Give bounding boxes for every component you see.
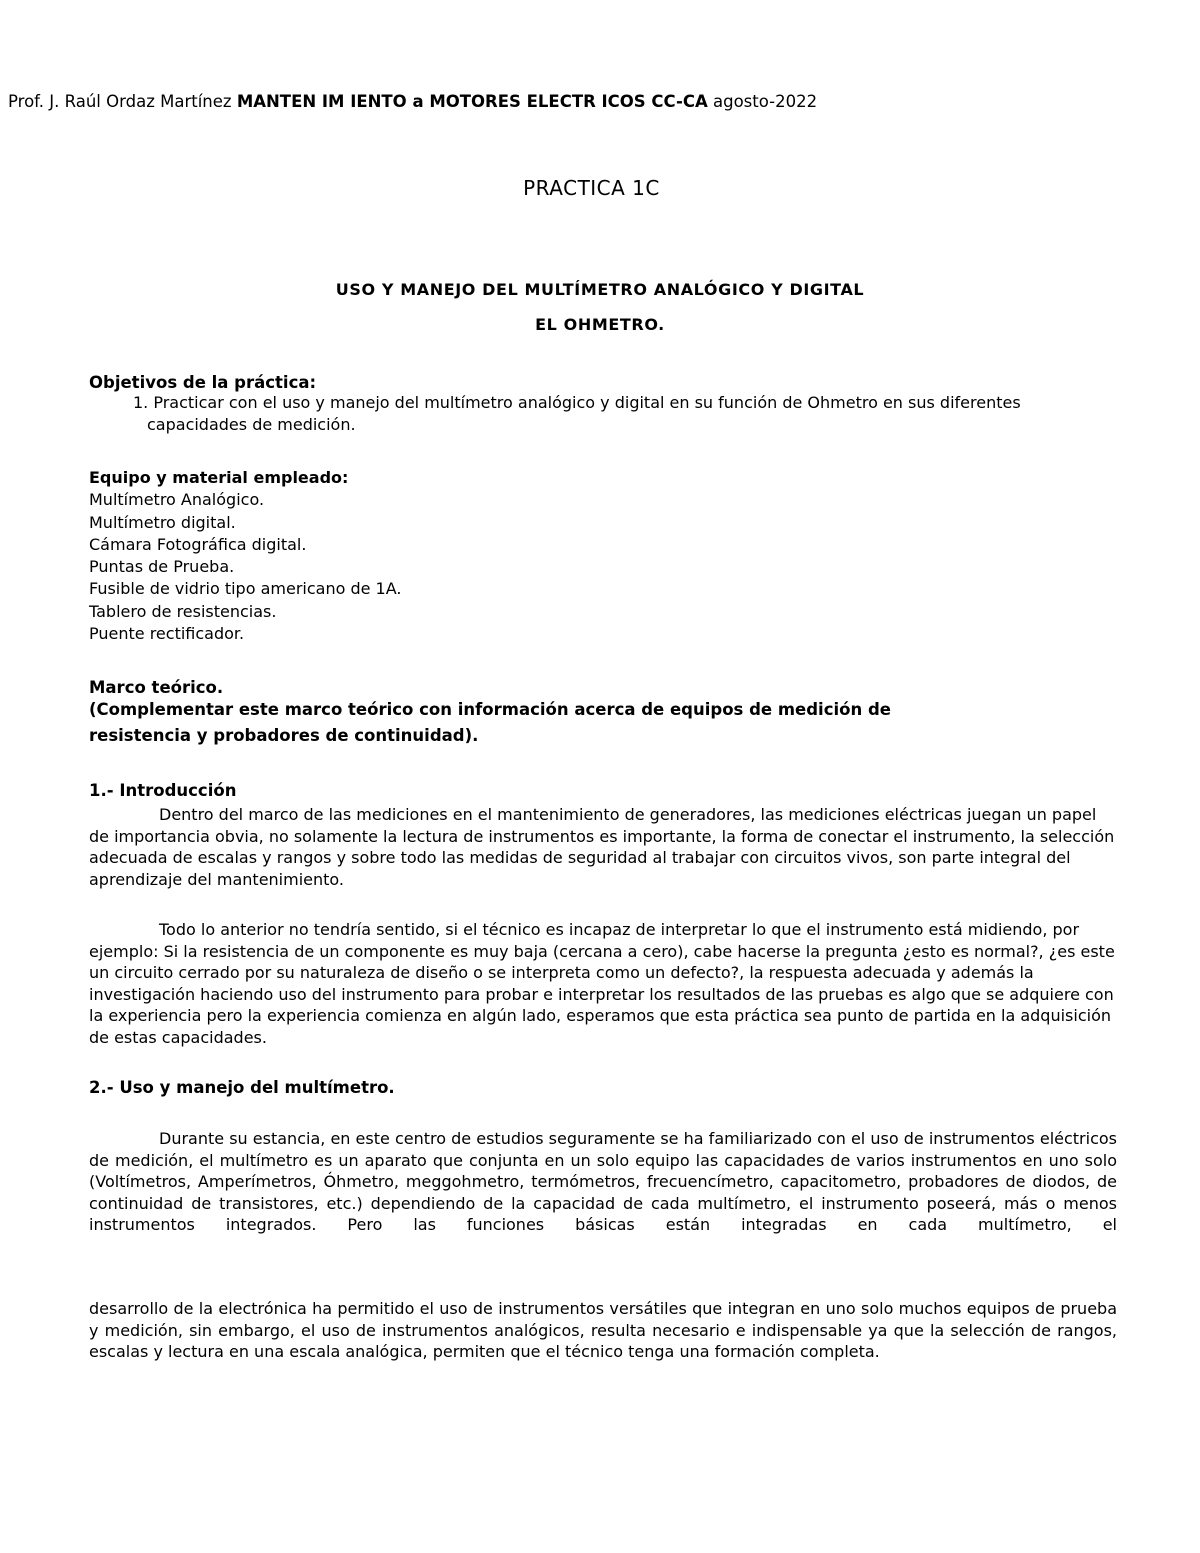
equipment-item: Tablero de resistencias. (89, 601, 277, 621)
intro-heading: 1.- Introducción (89, 781, 237, 800)
usage-paragraph-second: desarrollo de la electrónica ha permitido el uso de instrumentos versátiles que integran en uno solo muchos equipos de prueba y medición, sin embargo, el uso de instrumentos analógicos, resulta necesario e indispensable ya que la selección de rangos, escalas y lectura en una escala analógica, permiten que el técnico tenga una formación completa. (89, 1299, 1117, 1361)
equipment-section (89, 467, 1129, 645)
intro-paragraph-second: Todo lo anterior no tendría sentido, si el técnico es incapaz de interpretar lo que el instrumento está midiendo, por ejemplo: Si la resistencia de un componente es muy baja (cercana a cero), cabe hacerse la pregunta ¿esto es normal?, ¿es este un circuito cerrado por su naturaleza de diseño o se interpreta como un defecto?, la respuesta adecuada y además la investigación haciendo uso del instrumento para probar e interpretar los resultados de las pruebas es algo que se adquiere con la experiencia pero la experiencia comienza en algún lado, esperamos que esta práctica sea punto de partida en la adquisición de estas capacidades. (89, 920, 1115, 1047)
header-course: MANTEN IM IENTO a MOTORES ELECTR ICOS CC-CA (236, 92, 708, 111)
intro-paragraph: Dentro del marco de las mediciones en el mantenimiento de generadores, las mediciones eléctricas juegan un papel de importancia obvia, no solamente la lectura de instrumentos es importante, la forma de conectar el instrumento, la selección adecuada de escalas y rangos y sobre todo las medidas de seguridad al trabajar con circuitos vivos, son parte integral del aprendizaje del mantenimiento. (89, 805, 1115, 889)
objectives-heading: Objetivos de la práctica: (89, 373, 317, 392)
equipment-item: Puntas de Prueba. (89, 557, 235, 577)
theory-heading: Marco teórico. (89, 678, 224, 697)
header-author: Prof. J. Raúl Ordaz Martínez (8, 92, 237, 111)
theory-section (89, 678, 1129, 749)
equipment-item: Puente rectificador. (89, 624, 245, 644)
objective-item: 1. Practicar con el uso y manejo del multímetro analógico y digital en su función de Ohmetro en sus diferentes capacidades de medición. (133, 393, 1021, 434)
equipment-item: Multímetro Analógico. (89, 490, 265, 510)
theory-note: (Complementar este marco teórico con información acerca de equipos de medición de resistencia y probadores de continuidad). (89, 700, 891, 745)
objectives-section (89, 373, 1129, 435)
equipment-heading: Equipo y material empleado: (89, 468, 349, 487)
header-date: agosto-2022 (707, 92, 818, 111)
usage-paragraph: Durante su estancia, en este centro de estudios seguramente se ha familiarizado con el uso de instrumentos eléctricos de medición, el multímetro es un aparato que conjunta en un solo equipo las capacidades de varios instrumentos en uno solo (Voltímetros, Amperímetros, Óhmetro, meggohmetro, termómetros, frecuencímetro, capacitometro, probadores de diodos, de continuidad de transistores, etc.) dependiendo de la capacidad de cada multímetro, el instrumento poseerá, más o menos instrumentos integrados. Pero las funciones básicas están integradas en cada multímetro, el (89, 1129, 1117, 1234)
document-title: PRACTICA 1C (523, 176, 660, 200)
page-header (8, 92, 817, 111)
equipment-item: Cámara Fotográfica digital. (89, 534, 307, 554)
document-subtitle-second: EL OHMETRO. (535, 315, 665, 334)
document-subtitle: USO Y MANEJO DEL MULTÍMETRO ANALÓGICO Y DIGITAL (335, 280, 865, 299)
usage-heading: 2.- Uso y manejo del multímetro. (89, 1078, 395, 1097)
equipment-item: Fusible de vidrio tipo americano de 1A. (89, 579, 402, 599)
equipment-item: Multímetro digital. (89, 512, 236, 532)
